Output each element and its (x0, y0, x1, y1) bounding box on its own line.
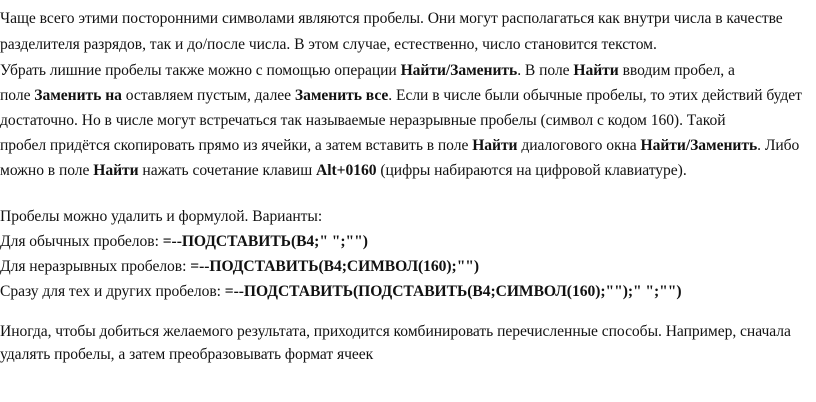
paragraph2-line3: достаточно. Но в числе могут встречаться так называемые неразрывные пробелы (символ с кодом 160). Такой (0, 112, 726, 129)
text: Убрать лишние пробелы также можно с помощью операции (0, 62, 401, 79)
text: . Если в числе были обычные пробелы, то этих действий будет (388, 87, 802, 104)
text: . Либо (757, 137, 800, 154)
paragraph2-line2 (0, 86, 802, 106)
text: нажать сочетание клавиш (138, 162, 317, 179)
text: оставляем пустым, далее (121, 87, 295, 104)
bold-term: Alt+0160 (316, 162, 377, 179)
paragraph1-line2: разделителя разрядов, так и до/после числа. В этом случае, естественно, число становится текстом. (0, 36, 657, 53)
text: диалогового окна (517, 137, 641, 154)
formula-line-regular (0, 232, 368, 252)
formula-line-both (0, 282, 682, 302)
formula-line-nonbreaking (0, 257, 479, 277)
bold-term: Заменить на (34, 87, 122, 104)
text: . В поле (517, 62, 574, 79)
paragraph2-line4 (0, 136, 799, 156)
bold-term: Заменить все (294, 87, 389, 104)
bold-term: Найти (472, 137, 518, 154)
text: поле (0, 87, 35, 104)
paragraph4-line2: удалять пробелы, а затем преобразовывать формат ячеек (0, 346, 374, 363)
text: Сразу для тех и других пробелов: (0, 283, 225, 300)
bold-term: Найти/Заменить (640, 137, 758, 154)
formula: =--ПОДСТАВИТЬ(B4;СИМВОЛ(160);"") (190, 258, 480, 275)
paragraph2-line1 (0, 61, 735, 81)
text: (цифры набираются на цифровой клавиатуре). (376, 162, 687, 179)
formula: =--ПОДСТАВИТЬ(ПОДСТАВИТЬ(B4;СИМВОЛ(160);"");" ";"") (224, 283, 682, 300)
text: Для обычных пробелов: (0, 233, 163, 250)
text: можно в поле (0, 162, 94, 179)
paragraph3-intro: Пробелы можно удалить и формулой. Варианты: (0, 208, 323, 225)
paragraph2-line5 (0, 161, 687, 181)
text: Для неразрывных пробелов: (0, 258, 191, 275)
text: вводим пробел, а (618, 62, 735, 79)
paragraph1-line1: Чаще всего этими посторонними символами являются пробелы. Они могут располагаться как внутри числа в качестве (0, 10, 783, 27)
bold-term: Найти (93, 162, 139, 179)
text: пробел придётся скопировать прямо из ячейки, а затем вставить в поле (0, 137, 473, 154)
formula: =--ПОДСТАВИТЬ(B4;" ";"") (162, 233, 368, 250)
paragraph4-line1: Иногда, чтобы добиться желаемого результата, приходится комбинировать перечисленные способы. Например, сначала (0, 323, 791, 340)
bold-term: Найти/Заменить (400, 62, 518, 79)
bold-term: Найти (573, 62, 619, 79)
